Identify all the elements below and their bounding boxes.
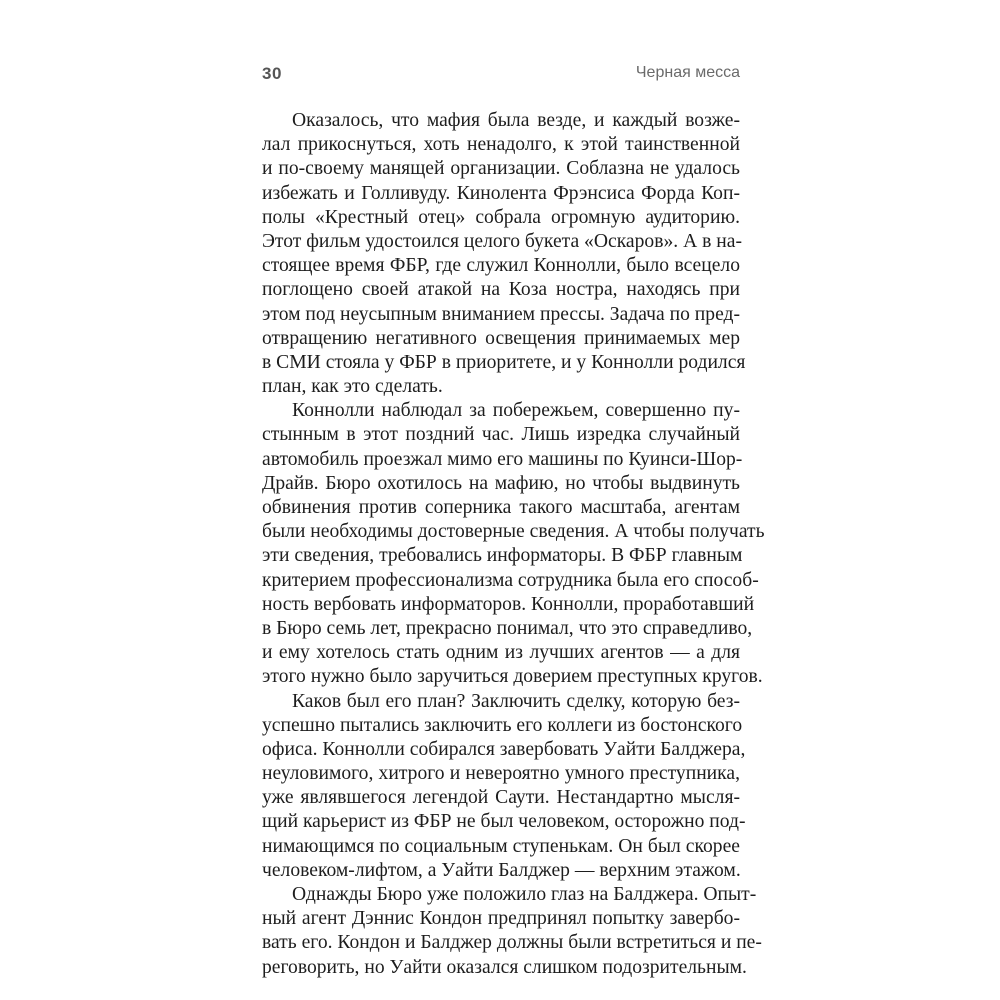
paragraph — [262, 883, 762, 980]
text-line: ный агент Дэннис Кондон предпринял попытку завербо- — [262, 908, 740, 930]
text-line: в Бюро семь лет, прекрасно понимал, что это справедливо, — [262, 617, 753, 639]
text-line: были необходимы достоверные сведения. А чтобы получать — [262, 521, 765, 543]
text-line: Коннолли наблюдал за побережьем, совершенно пу- — [292, 400, 740, 422]
book-page — [262, 58, 765, 978]
text-line: человеком-лифтом, а Уайти Балджер — верхним этажом. — [262, 859, 741, 881]
text-line: Каков был его план? Заключить сделку, которую без- — [292, 690, 740, 712]
text-line: и по-своему манящей организации. Соблазна не удалось — [262, 158, 740, 180]
body-text — [262, 109, 765, 980]
text-line: Драйв. Бюро охотилось на мафию, но чтобы выдвинуть — [262, 472, 740, 494]
paragraph — [262, 109, 746, 399]
text-line: план, как это сделать. — [262, 376, 443, 398]
text-line: избежать и Голливуду. Кинолента Фрэнсиса Форда Коп- — [262, 182, 740, 204]
text-line: стоящее время ФБР, где служил Коннолли, было всецело — [262, 255, 740, 277]
text-line: эти сведения, требовались информаторы. В ФБР главным — [262, 545, 743, 567]
text-line: критерием профессионализма сотрудника была его способ- — [262, 569, 759, 591]
text-line: полы «Крестный отец» собрала огромную аудиторию. — [262, 206, 740, 228]
page-number: 30 — [262, 64, 282, 83]
text-line: неуловимого, хитрого и невероятно умного преступника, — [262, 763, 740, 785]
text-line: отвращению негативного освещения принимаемых мер — [262, 327, 740, 349]
text-line: уже являвшегося легендой Саути. Нестандартно мысля- — [262, 787, 740, 809]
paragraph — [262, 399, 765, 689]
text-line: этого нужно было заручиться доверием преступных кругов. — [262, 666, 763, 688]
text-line: Однажды Бюро уже положило глаз на Балджера. Опыт- — [292, 884, 757, 905]
text-line: Оказалось, что мафия была везде, и каждый возже- — [292, 110, 740, 131]
text-line: и ему хотелось стать одним из лучших агентов — а для — [262, 642, 740, 664]
paragraph — [262, 690, 746, 884]
text-line: автомобиль проезжал мимо его машины по Куинси-Шор- — [262, 448, 743, 470]
text-line: вать его. Кондон и Балджер должны были встретиться и пе- — [262, 932, 762, 954]
text-line: этом под неусыпным вниманием прессы. Задача по пред- — [262, 303, 741, 325]
running-header — [262, 58, 740, 94]
text-line: успешно пытались заключить его коллеги из бостонского — [262, 714, 743, 736]
text-line: в СМИ стояла у ФБР в приоритете, и у Коннолли родился — [262, 351, 746, 373]
text-line: стынным в этот поздний час. Лишь изредка случайный — [262, 424, 740, 446]
book-title: Черная месса — [635, 64, 740, 81]
text-line: офиса. Коннолли собирался завербовать Уайти Балджера, — [262, 738, 746, 760]
text-line: Этот фильм удостоился целого букета «Оскаров». А в на- — [262, 230, 742, 252]
text-line: ность вербовать информаторов. Коннолли, проработавший — [262, 593, 755, 615]
text-line: нимающимся по социальным ступенькам. Он был скорее — [262, 835, 740, 857]
text-line: поглощено своей атакой на Коза ностра, находясь при — [262, 279, 740, 301]
text-line: щий карьерист из ФБР не был человеком, осторожно под- — [262, 811, 746, 833]
text-line: реговорить, но Уайти оказался слишком подозрительным. — [262, 956, 747, 978]
text-line: лал прикоснуться, хоть ненадолго, к этой таинственной — [262, 134, 740, 156]
text-line: обвинения против соперника такого масштаба, агентам — [262, 497, 740, 518]
